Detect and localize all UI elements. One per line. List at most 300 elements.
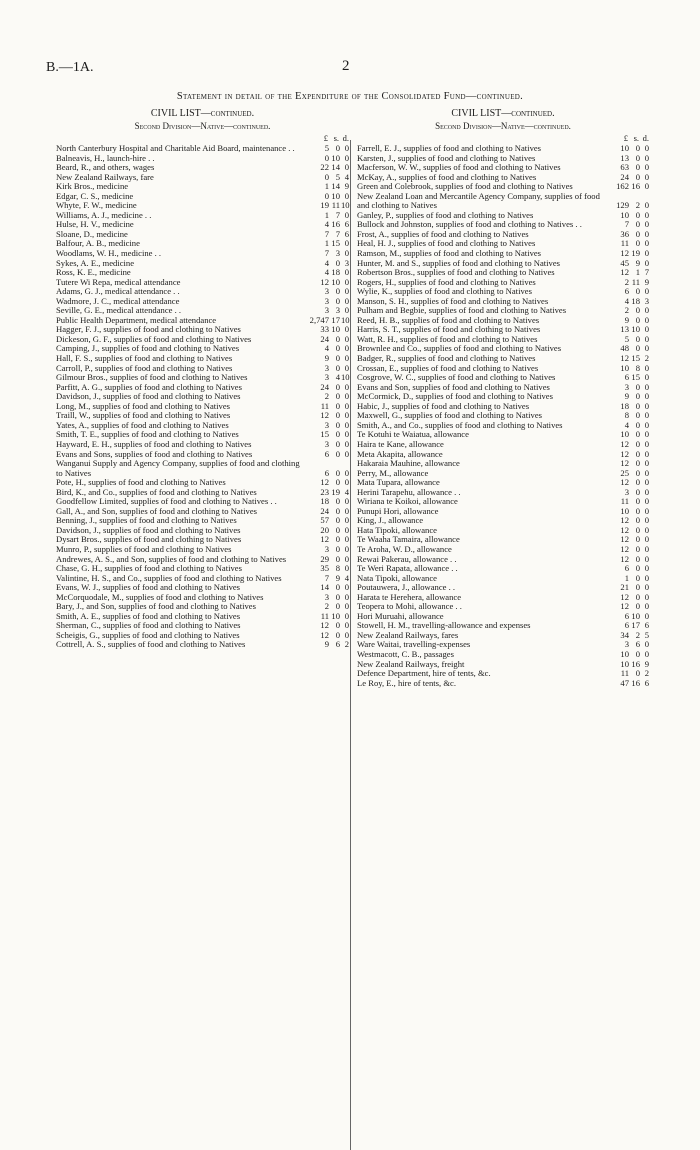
entry-description: Evans and Son, supplies of food and clothing to Natives	[357, 381, 550, 392]
amount-pence: 0	[344, 267, 349, 278]
entry-description: Wanganui Supply and Agency Company, supplies of food and clothing to Natives	[56, 458, 302, 478]
amount-shillings: 0	[635, 458, 640, 469]
amount-pounds: 18	[320, 496, 329, 507]
expenditure-entry	[56, 459, 349, 478]
amount-shillings: 9	[335, 572, 340, 583]
amount-pounds: 6	[624, 286, 629, 297]
entry-description: King, J., allowance	[357, 515, 424, 526]
entry-description: Kirk Bros., medicine	[56, 181, 129, 192]
amount-pounds: 3	[324, 362, 329, 373]
amount-pounds: 12	[320, 629, 329, 640]
amount-pounds: 33	[320, 324, 329, 335]
amount-shillings: 19	[331, 486, 340, 497]
amount-pounds: 7	[624, 219, 629, 230]
amount-pounds: 1	[624, 572, 629, 583]
entry-description: New Zealand Loan and Mercantile Agency Company, supplies of food and clothing to Natives	[357, 190, 603, 211]
amount-pounds: 3	[324, 295, 329, 306]
amount-shillings: 0	[635, 486, 640, 497]
entry-description: Harris, S. T., supplies of food and clothing to Natives	[357, 324, 541, 335]
amount-pounds: 10	[620, 209, 629, 220]
document-reference: B.—1A.	[46, 60, 94, 75]
amount-shillings: 10	[331, 152, 340, 163]
amount-pounds: 11	[320, 400, 329, 411]
entry-description: Gilmour Bros., supplies of food and clothing to Natives	[56, 372, 248, 383]
amount-pence: 0	[644, 534, 649, 545]
amount-shillings: 18	[631, 295, 640, 306]
amount-pence: 0	[644, 467, 649, 478]
amount-pounds: 3	[624, 381, 629, 392]
entry-description: Robertson Bros., supplies of food and clothing to Natives	[357, 267, 555, 278]
amount-shillings: 8	[335, 563, 340, 574]
entry-description: Perry, M., allowance	[357, 467, 429, 478]
amount-pounds: 6	[624, 372, 629, 383]
entry-description: Bary, J., and Son, supplies of food and clothing to Natives	[56, 601, 256, 612]
amount-pence: 0	[644, 515, 649, 526]
amount-pence: 0	[644, 181, 649, 192]
amount-shillings: 17	[331, 314, 340, 325]
amount-pence: 0	[344, 286, 349, 297]
amount-pence: 0	[644, 286, 649, 297]
amount-shillings: 0	[635, 286, 640, 297]
amount-pence: 0	[644, 200, 649, 211]
amount-pence: 4	[344, 171, 349, 182]
amount-pounds: 4	[624, 419, 629, 430]
amount-pence: 5	[644, 629, 649, 640]
amount-shillings: 0	[335, 467, 340, 478]
column-divider	[350, 140, 351, 1150]
entry-description: Evans, W. J., supplies of food and clothing to Natives	[56, 582, 241, 593]
amount-pence: 0	[344, 543, 349, 554]
amount-pence: 0	[344, 467, 349, 478]
amount-pounds: 12	[620, 477, 629, 488]
amount-pence: 0	[344, 190, 349, 201]
entry-description: Parfitt, A. G., supplies of food and clothing to Natives	[56, 381, 242, 392]
entry-description: New Zealand Railways, freight	[357, 658, 465, 669]
amount-pence: 2	[344, 639, 349, 650]
entry-description: Chase, G. H., supplies of food and clothing to Natives	[56, 563, 242, 574]
amount-pence: 0	[644, 372, 649, 383]
entry-description: Wiriana te Koikoi, allowance	[357, 496, 458, 507]
amount-pence: 0	[644, 333, 649, 344]
amount-shillings: 0	[635, 668, 640, 679]
amount-shillings: 0	[335, 295, 340, 306]
amount-pence: 0	[644, 553, 649, 564]
entry-description: Te Aroha, W. D., allowance	[357, 543, 452, 554]
entry-description: McCorquodale, M., supplies of food and clothing to Natives	[56, 591, 264, 602]
amount-shillings: 0	[635, 391, 640, 402]
amount-pence: 0	[644, 248, 649, 259]
shillings-header: s.	[633, 133, 639, 143]
amount-pence: 0	[344, 162, 349, 173]
amount-pounds: 4	[324, 267, 329, 278]
amount-pounds: 13	[620, 324, 629, 335]
amount-shillings: 0	[335, 524, 340, 535]
entry-description: Watt, R. H., supplies of food and clothing to Natives	[357, 333, 538, 344]
amount-pounds: 4	[624, 295, 629, 306]
amount-pence: 0	[644, 305, 649, 316]
amount-pence: 0	[644, 391, 649, 402]
amount-pence: 0	[644, 458, 649, 469]
amount-pounds: 3	[624, 486, 629, 497]
amount-pounds: 162	[616, 181, 629, 192]
entry-description: Cottrell, A. S., supplies of food and clothing to Natives	[56, 639, 246, 650]
amount-pounds: 3	[324, 305, 329, 316]
amount-pence: 3	[344, 257, 349, 268]
amount-pounds: 0	[324, 190, 329, 201]
entry-description: Carroll, P., supplies of food and clothing to Natives	[56, 362, 233, 373]
amount-shillings: 16	[631, 677, 640, 688]
entry-description: McKay, A., supplies of food and clothing to Natives	[357, 171, 537, 182]
amount-pounds: 48	[620, 343, 629, 354]
amount-pence: 9	[344, 181, 349, 192]
amount-pence: 0	[344, 563, 349, 574]
amount-pounds: 12	[620, 248, 629, 259]
entry-description: Edgar, C. S., medicine	[56, 190, 134, 201]
pence-header: d.	[642, 133, 649, 143]
amount-pounds: 3	[324, 286, 329, 297]
amount-shillings: 0	[335, 257, 340, 268]
amount-shillings: 0	[335, 601, 340, 612]
amount-pence: 0	[344, 391, 349, 402]
amount-pounds: 5	[324, 143, 329, 153]
amount-pounds: 12	[320, 410, 329, 421]
amount-pounds: 12	[620, 591, 629, 602]
entry-description: Whyte, F. W., medicine	[56, 200, 137, 211]
amount-pence: 0	[344, 400, 349, 411]
entry-description: Mata Tupara, allowance	[357, 477, 440, 488]
amount-pounds: 9	[324, 353, 329, 364]
amount-pence: 0	[644, 543, 649, 554]
entry-description: Ross, K. E., medicine	[56, 267, 131, 278]
amount-shillings: 18	[331, 267, 340, 278]
amount-pounds: 12	[620, 448, 629, 459]
entry-description: Balneavis, H., launch-hire . .	[56, 152, 155, 163]
amount-pounds: 9	[624, 314, 629, 325]
amount-pounds: 13	[620, 152, 629, 163]
amount-pence: 0	[344, 362, 349, 373]
amount-pence: 0	[344, 353, 349, 364]
amount-shillings: 0	[335, 343, 340, 354]
amount-pence: 4	[344, 572, 349, 583]
amount-pounds: 11	[620, 238, 629, 249]
amount-shillings: 0	[335, 477, 340, 488]
amount-pence: 0	[344, 582, 349, 593]
amount-pence: 0	[344, 419, 349, 430]
amount-shillings: 0	[335, 438, 340, 449]
amount-pence: 0	[644, 400, 649, 411]
entry-description: Smith, A. E., supplies of food and clothing to Natives	[56, 610, 241, 621]
entry-description: Hulse, H. V., medicine	[56, 219, 134, 230]
entry-description: Maxwell, G., supplies of food and clothing to Natives	[357, 410, 542, 421]
amount-pence: 0	[644, 486, 649, 497]
amount-shillings: 0	[335, 448, 340, 459]
amount-pounds: 7	[324, 572, 329, 583]
amount-pounds: 12	[320, 534, 329, 545]
amount-pence: 0	[644, 582, 649, 593]
amount-shillings: 0	[335, 496, 340, 507]
amount-pounds: 12	[620, 267, 629, 278]
amount-pounds: 1	[324, 209, 329, 220]
expenditure-list	[357, 144, 649, 688]
entry-description: Camping, J., supplies of food and clothing to Natives	[56, 343, 240, 354]
amount-shillings: 0	[635, 515, 640, 526]
amount-pounds: 9	[324, 639, 329, 650]
amount-pounds: 12	[620, 353, 629, 364]
amount-shillings: 2	[635, 629, 640, 640]
entry-amount	[307, 640, 349, 650]
expenditure-entry	[357, 192, 649, 211]
amount-pounds: 8	[624, 410, 629, 421]
amount-pence: 9	[644, 658, 649, 669]
amount-pounds: 10	[620, 143, 629, 153]
amount-pence: 0	[644, 381, 649, 392]
entry-description: Reed, H. B., supplies of food and clothing to Natives	[357, 314, 540, 325]
amount-shillings: 15	[631, 372, 640, 383]
amount-pounds: 12	[620, 601, 629, 612]
amount-shillings: 0	[635, 143, 640, 153]
amount-shillings: 16	[631, 658, 640, 669]
amount-shillings: 0	[635, 171, 640, 182]
amount-shillings: 2	[635, 200, 640, 211]
amount-pounds: 2	[324, 391, 329, 402]
entry-description: Teopera to Mohi, allowance . .	[357, 601, 462, 612]
amount-pence: 0	[344, 152, 349, 163]
amount-pence: 0	[344, 295, 349, 306]
entry-amount	[607, 182, 649, 192]
amount-shillings: 0	[335, 582, 340, 593]
amount-pence: 0	[644, 524, 649, 535]
amount-shillings: 0	[635, 496, 640, 507]
amount-pence: 7	[644, 267, 649, 278]
civil-list-heading: CIVIL LIST—continued.	[451, 108, 555, 119]
entry-description: Davidson, J., supplies of food and clothing to Natives	[56, 524, 241, 535]
amount-pence: 0	[344, 610, 349, 621]
amount-pounds: 11	[620, 496, 629, 507]
amount-pounds: 15	[320, 429, 329, 440]
amount-pounds: 63	[620, 162, 629, 173]
entry-description: Te Kotuhi te Waiatua, allowance	[357, 429, 469, 440]
amount-pounds: 18	[620, 400, 629, 411]
entry-description: Harata te Herehera, allowance	[357, 591, 462, 602]
amount-shillings: 0	[635, 534, 640, 545]
amount-shillings: 0	[335, 353, 340, 364]
amount-pounds: 35	[320, 563, 329, 574]
entry-description: Haira te Kane, allowance	[357, 438, 444, 449]
left-column	[56, 108, 349, 650]
amount-shillings: 10	[631, 324, 640, 335]
amount-pence: 0	[344, 381, 349, 392]
amount-pence: 4	[344, 486, 349, 497]
amount-pence: 0	[344, 448, 349, 459]
expenditure-entry	[56, 640, 349, 650]
amount-shillings: 7	[335, 228, 340, 239]
entry-description: New Zealand Railways, fares	[357, 629, 459, 640]
amount-shillings: 0	[635, 305, 640, 316]
amount-pounds: 10	[620, 505, 629, 516]
amount-shillings: 0	[635, 162, 640, 173]
amount-shillings: 0	[335, 419, 340, 430]
amount-shillings: 0	[635, 648, 640, 659]
entry-description: Rewai Pakerau, allowance . .	[357, 553, 457, 564]
amount-pounds: 36	[620, 228, 629, 239]
amount-pence: 0	[644, 591, 649, 602]
pounds-header: £	[323, 133, 328, 143]
amount-pounds: 19	[320, 200, 329, 211]
amount-shillings: 0	[635, 419, 640, 430]
amount-shillings: 0	[335, 515, 340, 526]
entry-description: Heal, H. J., supplies of food and clothing to Natives	[357, 238, 536, 249]
entry-description: Badger, R., supplies of food and clothing to Natives	[357, 353, 536, 364]
amount-pounds: 3	[324, 438, 329, 449]
amount-pounds: 5	[624, 333, 629, 344]
division-subheading: Second Division—Native—continued.	[134, 121, 271, 131]
entry-description: Tutere Wi Repa, medical attendance	[56, 276, 181, 287]
entry-description: Karsten, J., supplies of food and clothing to Natives	[357, 152, 536, 163]
amount-pounds: 12	[620, 515, 629, 526]
amount-pence: 0	[644, 152, 649, 163]
amount-shillings: 0	[635, 333, 640, 344]
entry-description: Evans and Sons, supplies of food and clothing to Natives	[56, 448, 253, 459]
amount-pence: 10	[341, 314, 350, 325]
amount-pounds: 9	[624, 391, 629, 402]
amount-shillings: 0	[635, 563, 640, 574]
amount-pence: 0	[644, 419, 649, 430]
amount-pence: 0	[644, 410, 649, 421]
amount-pence: 0	[644, 343, 649, 354]
amount-pence: 0	[644, 257, 649, 268]
entry-description: Hata Tipoki, allowance	[357, 524, 437, 535]
amount-pounds: 57	[320, 515, 329, 526]
entry-description: Smith, T. E., supplies of food and clothing to Natives	[56, 429, 239, 440]
amount-shillings: 10	[331, 276, 340, 287]
amount-pence: 6	[644, 677, 649, 688]
amount-pence: 0	[644, 648, 649, 659]
amount-pounds: 11	[320, 610, 329, 621]
amount-pounds: 3	[624, 639, 629, 650]
entry-description: Rogers, H., supplies of food and clothing to Natives	[357, 276, 536, 287]
statement-title: Statement in detail of the Expenditure of the Consolidated Fund—continued.	[176, 91, 524, 102]
amount-shillings: 0	[335, 362, 340, 373]
amount-pence: 0	[344, 515, 349, 526]
amount-pounds: 2	[624, 276, 629, 287]
entry-description: Hall, F. S., supplies of food and clothing to Natives	[56, 353, 233, 364]
amount-pounds: 10	[620, 648, 629, 659]
amount-pounds: 22	[320, 162, 329, 173]
amount-pence: 0	[344, 620, 349, 631]
amount-pounds: 4	[324, 343, 329, 354]
amount-shillings: 0	[335, 400, 340, 411]
expenditure-list	[56, 144, 349, 650]
amount-shillings: 0	[635, 152, 640, 163]
amount-shillings: 15	[331, 238, 340, 249]
entry-description: Woodlams, W. H., medicine . .	[56, 248, 162, 259]
amount-pence: 0	[344, 410, 349, 421]
entry-description: Scheigis, G., supplies of food and clothing to Natives	[56, 629, 240, 640]
amount-shillings: 0	[635, 524, 640, 535]
amount-shillings: 0	[635, 438, 640, 449]
amount-shillings: 8	[635, 362, 640, 373]
amount-shillings: 0	[635, 467, 640, 478]
amount-pounds: 10	[620, 362, 629, 373]
amount-pounds: 24	[320, 505, 329, 516]
amount-pence: 2	[644, 668, 649, 679]
entry-description: Frost, A., supplies of food and clothing to Natives	[357, 228, 529, 239]
amount-pounds: 7	[324, 228, 329, 239]
entry-description: Adams, G. J., medical attendance . .	[56, 286, 180, 297]
entry-description: Traill, W., supplies of food and clothing to Natives	[56, 410, 231, 421]
amount-shillings: 0	[635, 238, 640, 249]
amount-shillings: 0	[635, 314, 640, 325]
entry-description: Defence Department, hire of tents, &c.	[357, 668, 491, 679]
amount-pence: 0	[344, 343, 349, 354]
entry-description: Farrell, E. J., supplies of food and clothing to Natives	[357, 143, 542, 153]
amount-pence: 0	[344, 629, 349, 640]
amount-shillings: 0	[335, 410, 340, 421]
amount-shillings: 9	[635, 257, 640, 268]
page-number: 2	[342, 58, 350, 74]
amount-shillings: 7	[335, 209, 340, 220]
amount-pence: 6	[644, 620, 649, 631]
amount-pounds: 24	[620, 171, 629, 182]
amount-pence: 0	[644, 610, 649, 621]
entry-description: Public Health Department, medical attendance	[56, 314, 217, 325]
amount-pence: 0	[344, 505, 349, 516]
entry-description: Le Roy, E., hire of tents, &c.	[357, 677, 456, 688]
pence-header: d.	[342, 133, 349, 143]
amount-pounds: 12	[620, 553, 629, 564]
amount-shillings: 10	[331, 190, 340, 201]
amount-pence: 0	[644, 572, 649, 583]
amount-pence: 0	[344, 324, 349, 335]
amount-pounds: 6	[324, 467, 329, 478]
amount-pence: 0	[644, 429, 649, 440]
entry-description: Herini Tarapehu, allowance . .	[357, 486, 461, 497]
amount-pounds: 24	[320, 381, 329, 392]
entry-description: Dysart Bros., supplies of food and clothing to Natives	[56, 534, 242, 545]
shillings-header: s.	[333, 133, 339, 143]
entry-description: Hayward, E. H., supplies of food and clothing to Natives	[56, 438, 252, 449]
amount-pounds: 6	[624, 610, 629, 621]
amount-shillings: 15	[631, 353, 640, 364]
entry-description: Poutauwera, J., allowance . .	[357, 582, 456, 593]
entry-description: Davidson, J., supplies of food and clothing to Natives	[56, 391, 241, 402]
amount-pounds: 12	[620, 534, 629, 545]
entry-description: Balfour, A. B., medicine	[56, 238, 140, 249]
amount-shillings: 0	[635, 543, 640, 554]
amount-shillings: 0	[335, 429, 340, 440]
amount-shillings: 0	[635, 400, 640, 411]
amount-pounds: 6	[624, 563, 629, 574]
amount-shillings: 4	[335, 372, 340, 383]
amount-shillings: 0	[635, 381, 640, 392]
entry-description: Seville, G. E., medical attendance . .	[56, 305, 182, 316]
amount-shillings: 3	[335, 248, 340, 259]
amount-shillings: 3	[335, 305, 340, 316]
amount-pounds: 21	[620, 582, 629, 593]
amount-pounds: 11	[620, 668, 629, 679]
amount-pounds: 0	[324, 171, 329, 182]
amount-shillings: 0	[335, 505, 340, 516]
amount-pence: 0	[644, 209, 649, 220]
entry-description: Pote, H., supplies of food and clothing to Natives	[56, 477, 226, 488]
amount-shillings: 0	[635, 410, 640, 421]
entry-description: Macferson, W. W., supplies of food and clothing to Natives	[357, 162, 561, 173]
civil-list-heading: CIVIL LIST—continued.	[150, 108, 255, 119]
entry-description: Long, M., supplies of food and clothing to Natives	[56, 400, 231, 411]
amount-pence: 2	[644, 353, 649, 364]
pounds-header: £	[623, 133, 628, 143]
amount-pence: 0	[644, 162, 649, 173]
